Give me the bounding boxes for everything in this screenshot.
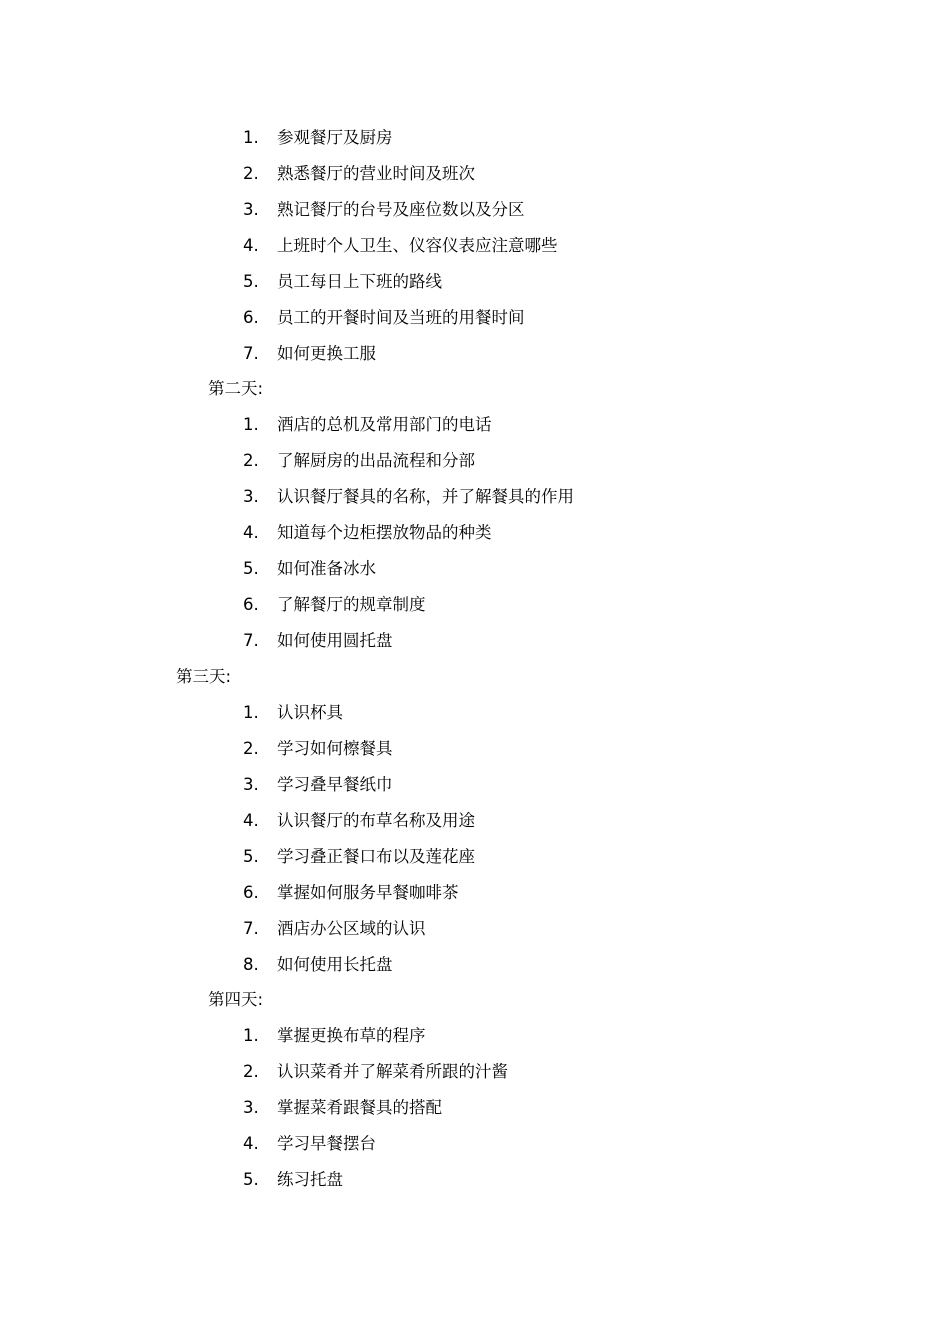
list-item <box>0 336 950 372</box>
list-item <box>0 1018 950 1054</box>
list-item <box>0 1090 950 1126</box>
list-item-text: 知道每个边柜摆放物品的种类 <box>277 523 492 542</box>
list-item-text: 认识菜肴并了解菜肴所跟的汁酱 <box>277 1062 508 1081</box>
list-item <box>0 443 950 479</box>
list-item-text: 熟悉餐厅的营业时间及班次 <box>277 164 475 183</box>
list-item-number: 1. <box>243 1026 259 1045</box>
list-item <box>0 623 950 659</box>
list-item-text: 认识杯具 <box>277 703 343 722</box>
list-item-text: 员工每日上下班的路线 <box>277 272 442 291</box>
list-item <box>0 192 950 228</box>
list-item <box>0 1162 950 1198</box>
list-item-number: 4. <box>243 811 259 830</box>
list-item-text: 熟记餐厅的台号及座位数以及分区 <box>277 200 525 219</box>
list-item-number: 3. <box>243 200 259 219</box>
list-item-text: 如何更换工服 <box>277 344 376 363</box>
list-item <box>0 156 950 192</box>
list-item-text: 参观餐厅及厨房 <box>277 128 393 147</box>
list-item-number: 1. <box>243 703 259 722</box>
list-item-number: 4. <box>243 1134 259 1153</box>
list-item-text: 了解厨房的出品流程和分部 <box>277 451 475 470</box>
list-item-number: 6. <box>243 308 259 327</box>
list-item-number: 3. <box>243 1098 259 1117</box>
list-item <box>0 1126 950 1162</box>
list-item-text: 如何使用圆托盘 <box>277 631 393 650</box>
list-item-number: 5. <box>243 1170 259 1189</box>
section-heading-day2: 第二天: <box>208 379 264 398</box>
section-heading-day4: 第四天: <box>208 990 264 1009</box>
list-item <box>0 767 950 803</box>
list-item-number: 2. <box>243 451 259 470</box>
list-item-number: 7. <box>243 919 259 938</box>
list-item <box>0 407 950 443</box>
list-item-text: 上班时个人卫生、仪容仪表应注意哪些 <box>277 236 558 255</box>
list-item-text: 了解餐厅的规章制度 <box>277 595 426 614</box>
list-item-text: 掌握菜肴跟餐具的搭配 <box>277 1098 442 1117</box>
list-item <box>0 228 950 264</box>
list-item-number: 2. <box>243 164 259 183</box>
list-item-text: 如何使用长托盘 <box>277 955 393 974</box>
list-item-number: 1. <box>243 415 259 434</box>
list-item-text: 学习叠早餐纸巾 <box>277 775 393 794</box>
list-item-number: 1. <box>243 128 259 147</box>
list-item-number: 2. <box>243 739 259 758</box>
list-item-text: 认识餐厅餐具的名称，并了解餐具的作用 <box>277 487 574 506</box>
list-item-number: 8. <box>243 955 259 974</box>
list-item <box>0 264 950 300</box>
list-item <box>0 120 950 156</box>
list-item <box>0 839 950 875</box>
list-item <box>0 911 950 947</box>
list-item-number: 7. <box>243 344 259 363</box>
list-item-number: 5. <box>243 559 259 578</box>
list-item-text: 练习托盘 <box>277 1170 343 1189</box>
list-item-text: 认识餐厅的布草名称及用途 <box>277 811 475 830</box>
list-item <box>0 1054 950 1090</box>
list-item <box>0 479 950 515</box>
section-heading-day3: 第三天: <box>176 667 232 686</box>
list-item-number: 2. <box>243 1062 259 1081</box>
list-item-text: 学习如何檫餐具 <box>277 739 393 758</box>
list-item-number: 5. <box>243 272 259 291</box>
list-item-text: 酒店的总机及常用部门的电话 <box>277 415 492 434</box>
list-item <box>0 803 950 839</box>
list-item-number: 7. <box>243 631 259 650</box>
list-item <box>0 947 950 983</box>
list-item <box>0 731 950 767</box>
list-item-text: 员工的开餐时间及当班的用餐时间 <box>277 308 525 327</box>
list-item-text: 掌握更换布草的程序 <box>277 1026 426 1045</box>
list-item <box>0 875 950 911</box>
list-item-number: 4. <box>243 523 259 542</box>
list-item <box>0 515 950 551</box>
list-item-number: 6. <box>243 595 259 614</box>
list-item-number: 3. <box>243 775 259 794</box>
list-item <box>0 300 950 336</box>
list-item-text: 酒店办公区域的认识 <box>277 919 426 938</box>
list-item-text: 掌握如何服务早餐咖啡茶 <box>277 883 459 902</box>
list-item <box>0 695 950 731</box>
list-item-number: 4. <box>243 236 259 255</box>
list-item-number: 6. <box>243 883 259 902</box>
list-item-text: 学习叠正餐口布以及莲花座 <box>277 847 475 866</box>
list-item <box>0 551 950 587</box>
list-item-text: 学习早餐摆台 <box>277 1134 376 1153</box>
list-item-number: 3. <box>243 487 259 506</box>
list-item-text: 如何准备冰水 <box>277 559 376 578</box>
list-item-number: 5. <box>243 847 259 866</box>
list-item <box>0 587 950 623</box>
